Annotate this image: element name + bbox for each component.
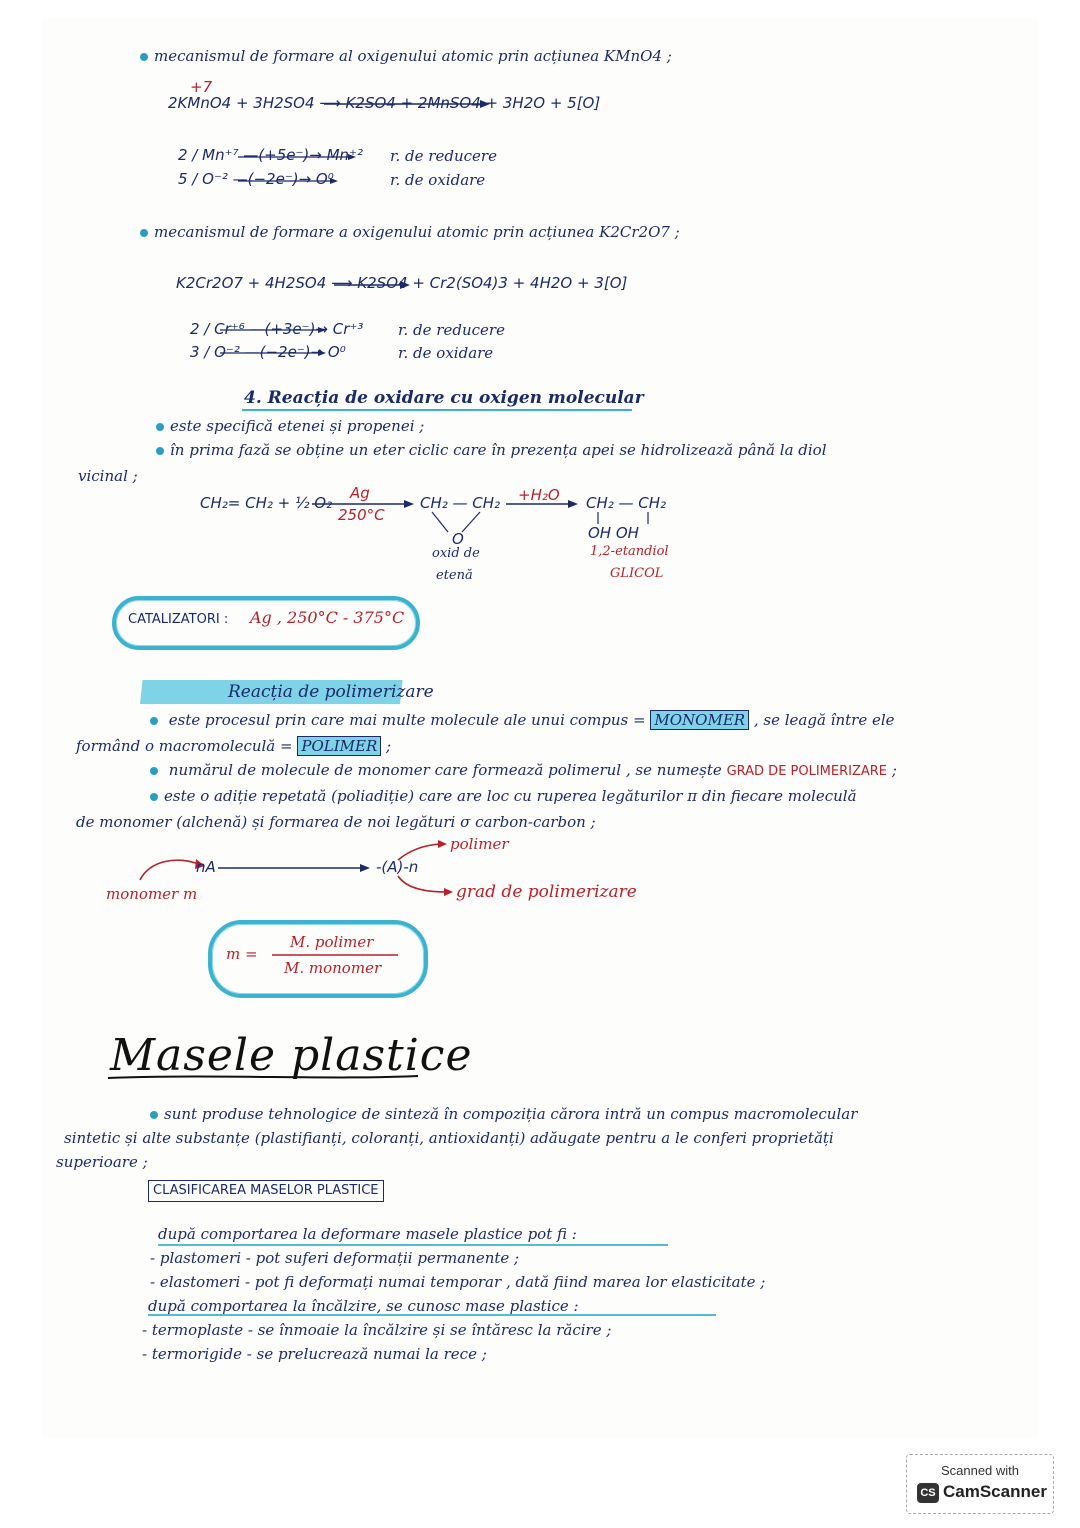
label-monomer-m: monomer m (106, 885, 198, 903)
oxidation-bullet-2-cont: vicinal ; (78, 467, 138, 485)
plastics-paragraph-1: sunt produse tehnologice de sinteză în compoziția cărora intră un compus macromolecular (150, 1104, 857, 1124)
catalyst-ag: Ag (350, 484, 370, 502)
classification-heading-1: după comportarea la deformare masele plastice pot fi : (158, 1225, 577, 1243)
scheme-monomer: nA (196, 858, 216, 876)
oxidation-heading: 4. Reacția de oxidare cu oxigen molecular (244, 388, 644, 408)
classification-box: CLASIFICAREA MASELOR PLASTICE (148, 1180, 384, 1202)
epoxide-formula: CH₂ — CH₂ (420, 494, 501, 512)
ethene-reactants: CH₂= CH₂ + ½ O₂ (200, 494, 333, 512)
polymerization-grade-term: GRAD DE POLIMERIZARE (726, 764, 888, 779)
polymer-term: POLIMER (297, 736, 381, 756)
monomer-term: MONOMER (650, 710, 749, 730)
k2cr2o7-half-reaction-oxidation: 3 / O⁻² —(−2e⁻)→ O⁰ (190, 343, 346, 361)
formula-denominator: M. monomer (284, 959, 382, 977)
k2cr2o7-half-reaction-reduction: 2 / Cr⁺⁶ —(+3e⁻)→ Cr⁺³ (190, 320, 364, 338)
oxide-label-2: etenă (436, 568, 473, 583)
glycol-name: GLICOL (610, 566, 664, 581)
classification-item-thermosets: - termorigide - se prelucrează numai la rece ; (142, 1345, 487, 1363)
k2cr2o7-reduction-label: r. de reducere (398, 321, 505, 339)
kmno4-oxidation-state: +7 (190, 78, 213, 96)
kmno4-equation: 2KMnO4 + 3H2SO4 ⟶ K2SO4 + 2MnSO4 + 3H2O + 5[O] (168, 94, 601, 112)
formula-numerator: M. polimer (290, 933, 374, 951)
kmno4-half-reaction-oxidation: 5 / O⁻² —(−2e⁻)→ O⁰ (178, 170, 334, 188)
kmno4-oxidation-label: r. de oxidare (390, 171, 486, 189)
polymerization-text-1d: ; (386, 737, 392, 755)
plastics-paragraph-3: superioare ; (56, 1153, 148, 1171)
k2cr2o7-oxidation-label: r. de oxidare (398, 344, 494, 362)
oxidation-bullet-1: este specifică etenei și propenei ; (156, 416, 424, 436)
epoxide-oxygen: O (452, 530, 464, 548)
classification-item-thermoplastics: - termoplaste - se înmoaie la încălzire și se întăresc la răcire ; (142, 1321, 612, 1339)
scanner-line-2: CamScanner (943, 1482, 1047, 1501)
k2cr2o7-heading: mecanismul de formare a oxigenului atomic prin acțiunea K2Cr2O7 ; (140, 222, 680, 242)
polymerization-text-1b: , se leagă între ele (753, 711, 895, 729)
polymerization-bullet-3-cont: de monomer (alchenă) și formarea de noi legături σ carbon-carbon ; (76, 813, 596, 831)
catalysts-value: Ag , 250°C - 375°C (250, 608, 405, 627)
polymerization-heading: Reacția de polimerizare (228, 682, 434, 702)
scanner-line-1: Scanned with (940, 1463, 1020, 1478)
scheme-polymer: -(A)-n (376, 858, 419, 876)
polymerization-bullet-1-cont (76, 736, 391, 756)
diol-hydroxyls: OH OH (588, 524, 639, 542)
polymerization-bullet-1 (150, 710, 895, 730)
classification-item-plastomers: - plastomeri - pot suferi deformații permanente ; (150, 1249, 520, 1267)
formula-lhs: m = (226, 945, 258, 963)
polymerization-bullet-3: este o adiție repetată (poliadiție) care are loc cu ruperea legăturilor π din fiecare moleculă (150, 786, 857, 806)
diol-formula: CH₂ — CH₂ (586, 494, 667, 512)
catalysts-label: CATALIZATORI : (128, 612, 229, 627)
kmno4-half-reaction-reduction: 2 / Mn⁺⁷ —(+5e⁻)→ Mn⁺² (178, 146, 363, 164)
polymerization-text-1a: este procesul prin care mai multe molecule ale unui compus = (168, 711, 646, 729)
diol-name: 1,2-etandiol (590, 544, 669, 559)
polymerization-text-1c: formând o macromoleculă = (76, 737, 293, 755)
temperature-250: 250°C (338, 506, 385, 524)
label-polymer: polimer (450, 835, 509, 853)
classification-item-elastomers: - elastomeri - pot fi deformați numai temporar , dată fiind marea lor elasticitate ; (150, 1273, 766, 1291)
camscanner-logo-icon: CS (917, 1483, 939, 1503)
oxide-label-1: oxid de (432, 546, 480, 561)
oxidation-bullet-2: în prima fază se obține un eter ciclic care în prezența apei se hidrolizează până la diol (156, 440, 827, 460)
label-polymerization-grade: grad de polimerizare (456, 882, 637, 902)
page-title: Masele plastice (110, 1030, 473, 1081)
k2cr2o7-equation: K2Cr2O7 + 4H2SO4 ⟶ K2SO4 + Cr2(SO4)3 + 4H2O + 3[O] (176, 274, 628, 292)
water-addition: +H₂O (518, 486, 560, 504)
classification-heading-2: după comportarea la încălzire, se cunosc mase plastice : (148, 1297, 579, 1315)
camscanner-badge (906, 1454, 1054, 1514)
polymerization-text-2b: ; (891, 761, 897, 779)
kmno4-heading: mecanismul de formare al oxigenului atomic prin acțiunea KMnO4 ; (140, 46, 672, 66)
polymerization-bullet-2 (150, 760, 897, 782)
kmno4-reduction-label: r. de reducere (390, 147, 497, 165)
polymerization-text-2a: numărul de molecule de monomer care formează polimerul , se numește (168, 761, 722, 779)
plastics-paragraph-2: sintetic și alte substanțe (plastifianți, coloranți, antioxidanți) adăugate pentru a le conferi proprietăți (64, 1129, 834, 1147)
